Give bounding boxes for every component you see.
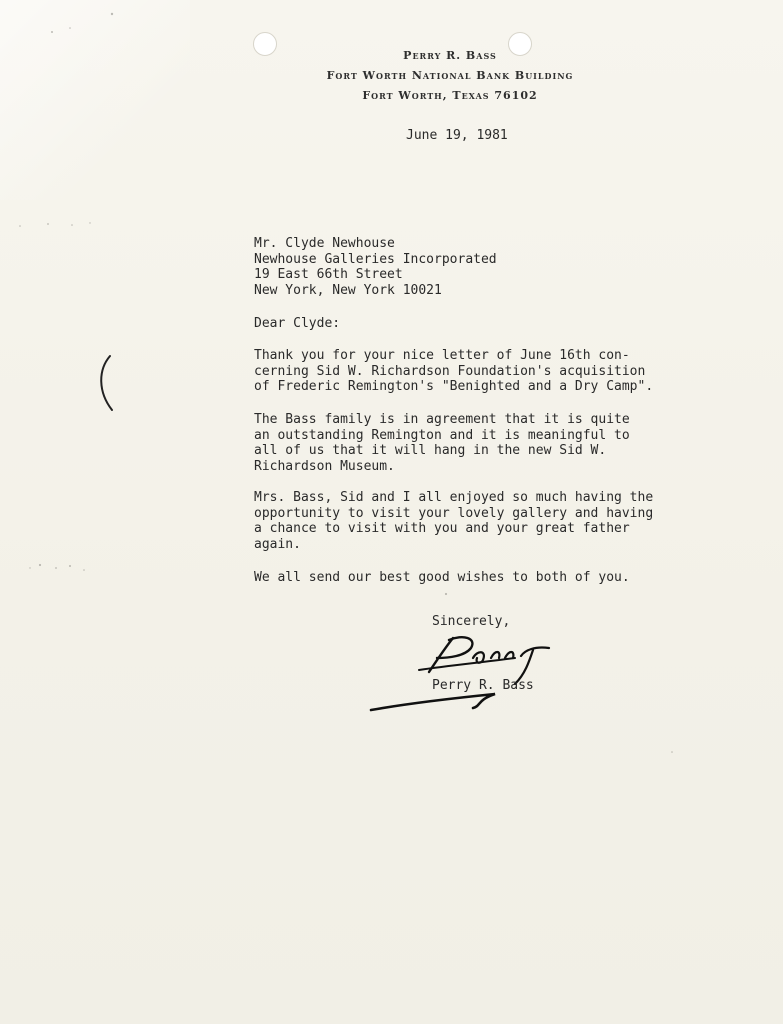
recipient-name: Mr. Clyde Newhouse: [254, 236, 395, 251]
letter-date: June 19, 1981: [406, 128, 508, 143]
letterhead-city: Fort Worth, Texas 76102: [362, 89, 538, 102]
closing: Sincerely,: [432, 614, 511, 629]
paragraph-3: Mrs. Bass, Sid and I all enjoyed so much having the opportunity to visit your lovely gallery and having a chance to visit with you and your great father again.: [254, 490, 654, 552]
signer-name: Perry R. Bass: [432, 678, 534, 693]
salutation: Dear Clyde:: [254, 316, 341, 331]
paragraph-2: The Bass family is in agreement that it is quite an outstanding Remington and it is meaningful to all of us that it will hang in the new Sid W. Richardson Museum.: [254, 412, 630, 474]
recipient-street: 19 East 66th Street: [254, 267, 403, 282]
paragraph-4: We all send our best good wishes to both of you.: [254, 570, 630, 585]
paragraph-1: Thank you for your nice letter of June 16th con- cerning Sid W. Richardson Foundation's acquisition of Frederic Remington's "Benighted and a Dry Camp".: [254, 348, 654, 394]
letterhead-name: Perry R. Bass: [403, 49, 497, 62]
recipient-city: New York, New York 10021: [254, 282, 442, 298]
letterhead-building: Fort Worth National Bank Building: [326, 69, 574, 82]
recipient-company: Newhouse Galleries Incorporated: [254, 251, 497, 267]
